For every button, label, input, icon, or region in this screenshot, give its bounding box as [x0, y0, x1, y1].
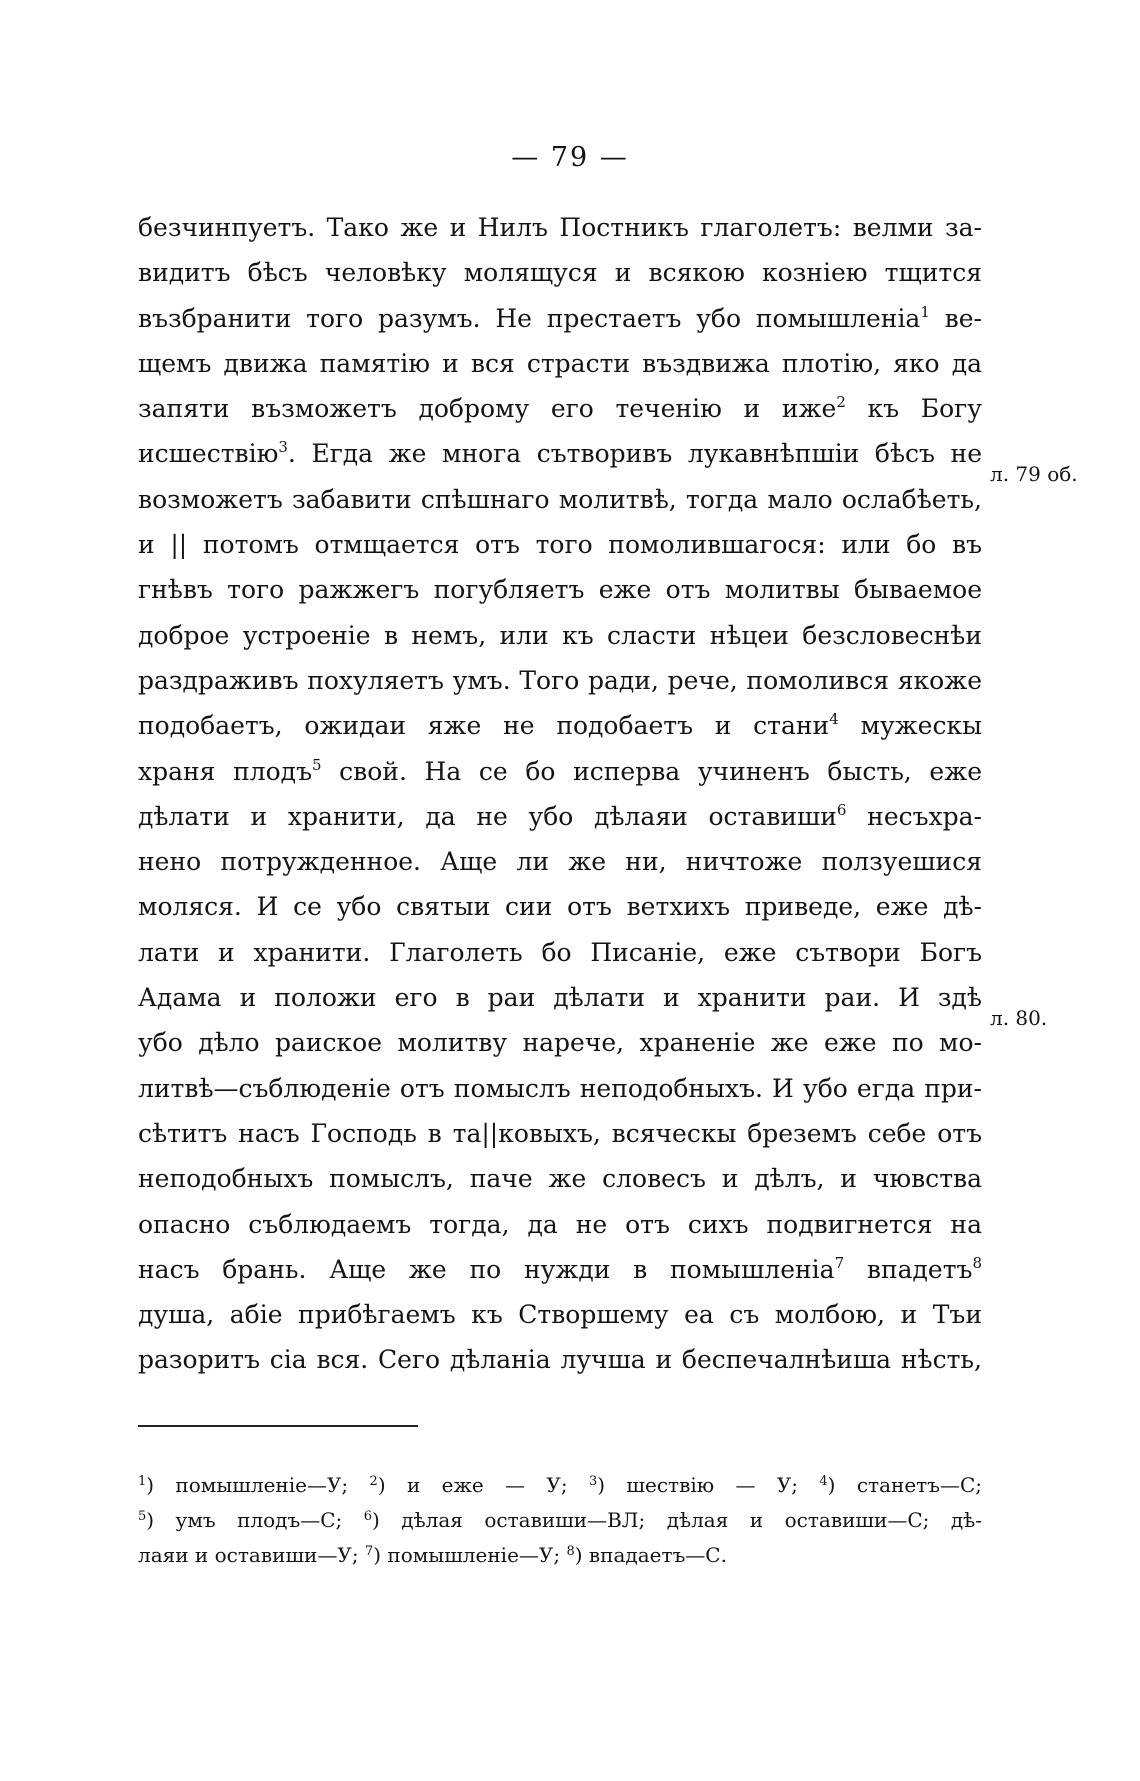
line-text: убо дѣло раиское молитву нарече, храненіе же еже по мо-	[138, 1028, 982, 1058]
footnote-divider	[138, 1425, 418, 1427]
footnote-number: 5	[138, 1509, 147, 1524]
footnote-number: 3	[588, 1474, 598, 1489]
text-line	[138, 431, 982, 476]
footnote-number: 6	[363, 1509, 372, 1524]
line-text: опасно съблюдаемъ тогда, да не отъ сихъ подвигнется на	[138, 1209, 982, 1239]
footnote-entry	[364, 1508, 982, 1532]
text-line	[138, 296, 982, 341]
text-line	[138, 205, 982, 250]
footnote-text: ) и еже — У;	[377, 1473, 568, 1497]
footnote-number: 7	[364, 1544, 374, 1559]
text-line	[138, 567, 982, 612]
line-text: лати и хранити. Глаголеть бо Писаніе, еже сътвори Богъ	[138, 937, 982, 967]
footnote-number: 8	[566, 1544, 575, 1559]
text-line	[138, 477, 982, 522]
footnote-text: ) помышленіе—У;	[146, 1473, 349, 1497]
line-text: видитъ бѣсъ человѣку молящуся и всякою козніею тщится	[138, 258, 982, 288]
footnote-entry	[138, 1508, 342, 1532]
footnote-number: 1	[138, 1474, 147, 1489]
margin-note-folio-79-verso: л. 79 об.	[990, 462, 1078, 486]
text-line	[138, 341, 982, 386]
footnote-number: 4	[819, 1474, 828, 1489]
line-text: возможетъ забавити спѣшнаго молитвѣ, тогда мало ослабѣеть,	[138, 484, 982, 514]
line-text: и || потомъ отмщается отъ того помолившагося: или бо въ	[138, 530, 982, 560]
footnotes	[138, 1468, 982, 1573]
footnote-entry	[138, 1543, 359, 1567]
footnote-entry	[566, 1543, 726, 1567]
text-line	[138, 930, 982, 975]
footnote-marker: 7	[834, 1253, 845, 1272]
footnote-marker: 5	[311, 755, 322, 774]
line-text: нено потружденное. Аще ли же ни, ничтоже ползуешися	[138, 847, 982, 877]
footnote-entry	[365, 1543, 560, 1567]
text-line	[138, 703, 982, 748]
line-text: сѣтитъ насъ Господь в та||ковыхъ, всяческы бреземъ себе отъ	[138, 1118, 982, 1148]
line-text-continued: свой. На се бо исперва учиненъ бысть, еже	[321, 756, 982, 786]
line-text: разоритъ сіа вся. Сего дѣланіа лучша и беспечалнѣиша нѣсть,	[138, 1345, 982, 1375]
line-text: дѣлати и хранити, да не убо дѣлаяи оставиши	[138, 801, 837, 831]
footnote-number: 2	[369, 1474, 378, 1489]
line-text-continued: мужескы	[838, 711, 982, 741]
footnote-line	[138, 1468, 982, 1503]
line-text-continued: впадетъ	[844, 1254, 973, 1284]
footnote-entry	[589, 1473, 798, 1497]
footnote-marker: 6	[836, 800, 847, 819]
line-text: Адама и положи его в раи дѣлати и хранити раи. И здѣ	[138, 983, 982, 1013]
text-line	[138, 522, 982, 567]
text-line	[138, 839, 982, 884]
line-text: гнѣвъ того ражжегъ погубляетъ еже отъ молитвы бываемое	[138, 575, 982, 605]
page-number: — 79 —	[511, 142, 629, 173]
line-text-continued: къ Богу	[845, 394, 982, 424]
text-line	[138, 658, 982, 703]
line-text-continued: ве-	[929, 303, 982, 333]
line-text: душа, абіе прибѣгаемъ къ Створшему еа съ молбою, и Тъи	[138, 1300, 982, 1330]
text-line	[138, 749, 982, 794]
footnote-marker: 3	[278, 438, 288, 457]
line-text: запяти възможетъ доброму его теченію и иже	[138, 394, 837, 424]
footnote-text: ) помышленіе—У;	[373, 1543, 561, 1567]
footnote-marker: 2	[836, 393, 846, 412]
main-text	[138, 205, 982, 1383]
text-line	[138, 1337, 982, 1382]
line-text: храня плодъ	[138, 756, 312, 786]
footnote-marker: 8	[972, 1253, 982, 1272]
line-text: раздраживъ похуляетъ умъ. Того ради, рече, помолився якоже	[138, 665, 982, 695]
line-text: щемъ движа памятію и вся страсти въздвижа плотію, яко да	[138, 348, 982, 378]
text-line	[138, 613, 982, 658]
line-text: насъ брань. Аще же по нужди в помышленіа	[138, 1254, 835, 1284]
line-text-continued: несъхра-	[846, 801, 982, 831]
text-line	[138, 386, 982, 431]
text-line	[138, 1111, 982, 1156]
line-text: възбранити того разумъ. Не престаетъ убо помышленіа	[138, 303, 921, 333]
footnote-line	[138, 1503, 982, 1538]
line-text: неподобныхъ помыслъ, паче же словесъ и дѣлъ, и чювства	[138, 1164, 982, 1194]
line-text-continued: . Егда же многа сътворивъ лукавнѣпшіи бѣсъ не	[287, 439, 982, 469]
text-line	[138, 1156, 982, 1201]
text-line	[138, 1020, 982, 1065]
footnote-entry	[138, 1473, 348, 1497]
footnote-text: ) дѣлая оставиши—ВЛ; дѣлая и оставиши—С; дѣ-	[372, 1508, 982, 1532]
footnote-text: ) впадаетъ—С.	[574, 1543, 727, 1567]
text-line	[138, 1066, 982, 1111]
text-line	[138, 1247, 982, 1292]
text-line	[138, 250, 982, 295]
text-line	[138, 1292, 982, 1337]
line-text: доброе устроеніе в немъ, или къ сласти нѣцеи безсловеснѣи	[138, 620, 982, 650]
footnote-entry	[370, 1473, 568, 1497]
line-text: безчинпуетъ. Тако же и Нилъ Постникъ глаголетъ: велми за-	[138, 213, 982, 242]
text-line	[138, 975, 982, 1020]
text-line	[138, 794, 982, 839]
line-text: моляся. И се убо святыи сии отъ ветхихъ приведе, еже дѣ-	[138, 892, 982, 922]
footnote-text: лаяи и оставиши—У;	[138, 1543, 359, 1567]
footnote-marker: 4	[829, 710, 839, 729]
line-text: исшествію	[138, 439, 279, 469]
footnote-text: ) умъ плодъ—С;	[146, 1508, 343, 1532]
text-line	[138, 884, 982, 929]
line-text: подобаетъ, ожидаи яже не подобаетъ и стани	[138, 711, 830, 741]
footnote-entry	[819, 1473, 982, 1497]
line-text: литвѣ—съблюденіе отъ помыслъ неподобныхъ. И убо егда при-	[138, 1073, 982, 1103]
footnote-line	[138, 1538, 982, 1573]
footnote-text: ) шествію — У;	[597, 1473, 799, 1497]
text-line	[138, 1202, 982, 1247]
footnote-text: ) станетъ—С;	[827, 1473, 983, 1497]
footnote-marker: 1	[920, 302, 930, 321]
margin-note-folio-80: л. 80.	[990, 1006, 1048, 1030]
